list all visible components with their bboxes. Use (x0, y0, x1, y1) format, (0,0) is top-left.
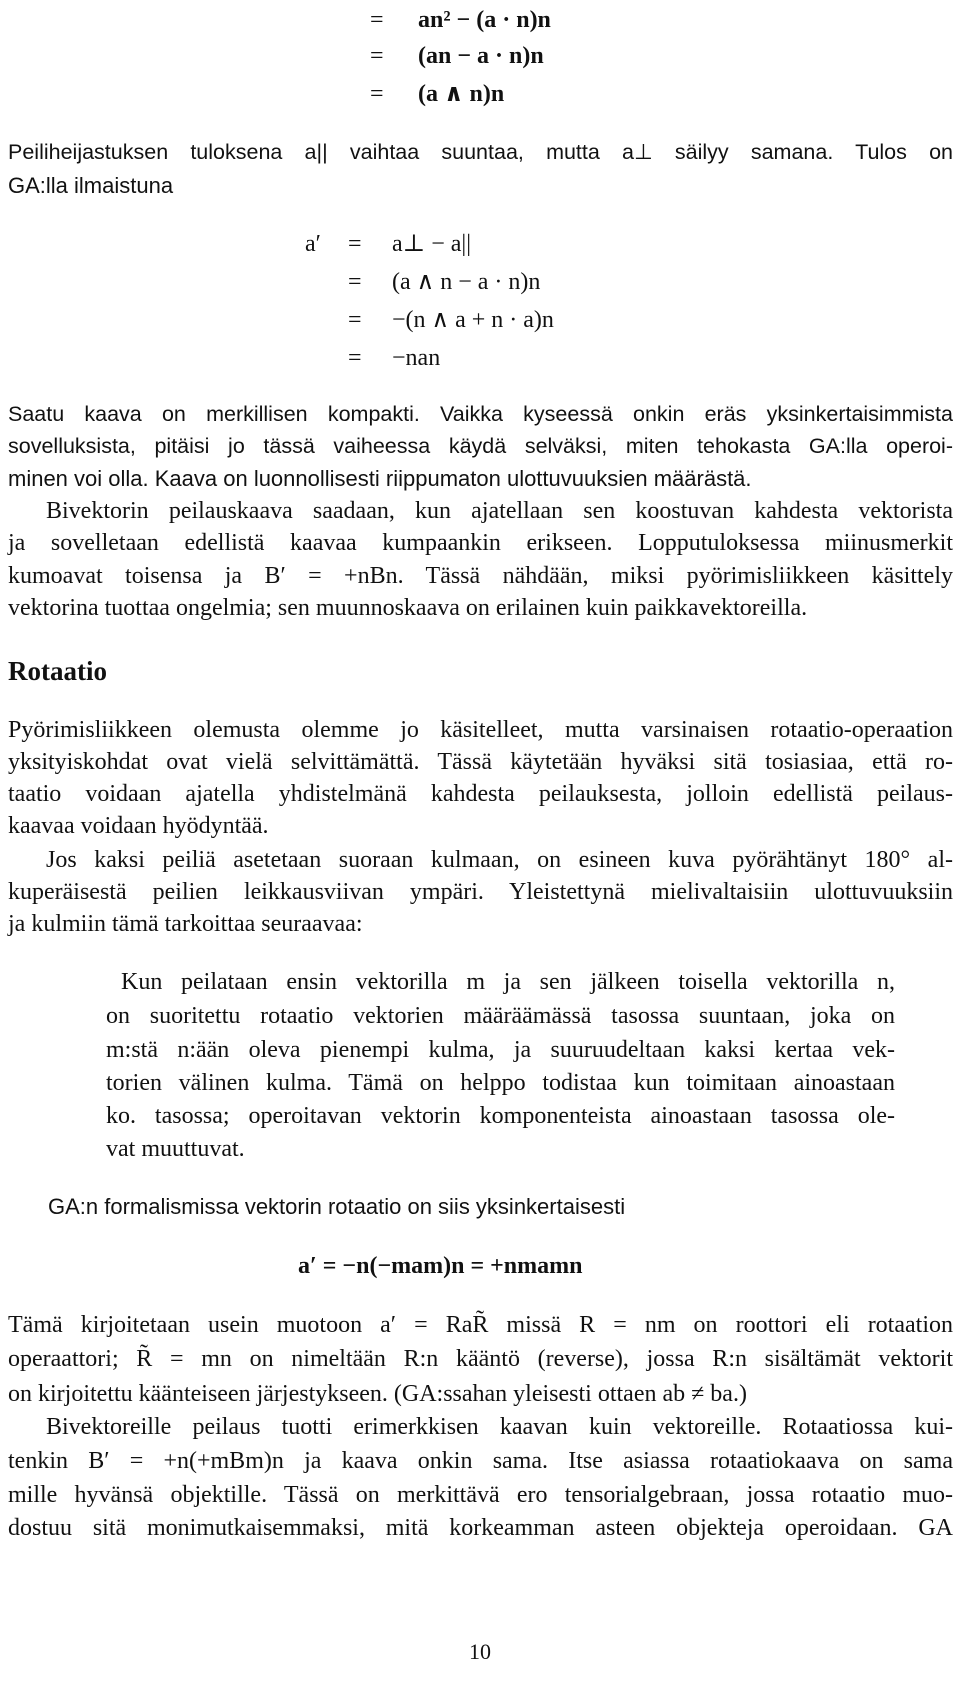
text-line: ja kulmiin tämä tarkoittaa seuraavaa: (8, 911, 363, 937)
text-line: sovelluksista, pitäisi jo tässä vaiheessa käydä selväksi, miten tehokasta GA:lla operoi- (8, 434, 953, 458)
text-line: kaavaa voidaan hyödyntää. (8, 813, 269, 839)
text-line: kumoavat toisensa ja B′ = +nBn. Tässä nähdään, miksi pyörimisliikkeen käsittely (8, 563, 953, 589)
quote-line: vat muuttuvat. (106, 1136, 245, 1162)
equation-row (348, 230, 472, 258)
equation-rhs: (an − a · n)n (418, 43, 544, 69)
text-line: ja sovelletaan edellistä kaavaa kumpaankin erikseen. Lopputuloksessa miinusmerkit (8, 530, 953, 556)
text-line: dostuu sitä monimutkaisemmaksi, mitä korkeamman asteen objekteja operoidaan. GA (8, 1515, 953, 1541)
equation-rhs: −(n ∧ a + n · a)n (392, 307, 554, 333)
equals-sign: = (348, 231, 362, 257)
page-number: 10 (469, 1639, 491, 1664)
text-line: yksityiskohdat ovat vielä selvittämättä. Tässä käytetään hyväksi sitä tosiasiaa, että ro- (8, 749, 953, 775)
equation-rhs: an² − (a · n)n (418, 7, 551, 33)
equation-rhs: a⊥ − a|| (392, 231, 472, 257)
equals-sign: = (348, 307, 362, 333)
equation-rhs: (a ∧ n − a · n)n (392, 269, 541, 295)
text-line: operaattori; R̃ = mn on nimeltään R:n kääntö (reverse), jossa R:n sisältämät vektorit (8, 1346, 953, 1372)
text-line: kuperäisestä peilien leikkausviivan ympäri. Yleistettynä mielivaltaisiin ulottuvuuksiin (8, 879, 953, 905)
equation-row (370, 42, 544, 70)
equation-row (348, 306, 554, 334)
quote-line: on suoritettu rotaatio vektorien määräämässä tasossa suuntaan, joka on (106, 1003, 895, 1029)
text-line: Bivektorin peilauskaava saadaan, kun ajatellaan sen koostuvan kahdesta vektorista (46, 498, 953, 524)
equation-row (348, 344, 441, 372)
text-line: taatio voidaan ajatella yhdistelmänä kahdesta peilauksesta, jolloin edellistä peilaus- (8, 781, 953, 807)
rotation-equation: a′ = −n(−mam)n = +nmamn (298, 1253, 583, 1279)
text-line: mille hyvänsä objektille. Tässä on merkittävä ero tensorialgebraan, jossa rotaatio muo- (8, 1482, 953, 1508)
quote-line: torien välinen kulma. Tämä on helppo todistaa kun toimitaan ainoastaan (106, 1070, 895, 1096)
text-line: Bivektoreille peilaus tuotti erimerkkisen kaavan kuin vektoreille. Rotaatiossa kui- (46, 1414, 953, 1440)
equation-rhs: (a ∧ n)n (418, 81, 505, 107)
quote-line: ko. tasossa; operoitavan vektorin komponenteista ainoastaan tasossa ole- (106, 1103, 895, 1129)
equals-sign: = (348, 345, 362, 371)
equals-sign: = (348, 269, 362, 295)
equation-rhs: −nan (392, 345, 441, 371)
section-heading: Rotaatio (8, 656, 107, 686)
quote-line: Kun peilataan ensin vektorilla m ja sen jälkeen toisella vektorilla n, (121, 969, 895, 995)
text-line: Pyörimisliikkeen olemusta olemme jo käsitelleet, mutta varsinaisen rotaatio-operaation (8, 717, 953, 743)
text-line: vektorina tuottaa ongelmia; sen muunnoskaava on erilainen kuin paikkavektoreilla. (8, 595, 808, 621)
text-line: on kirjoitettu käänteiseen järjestykseen. (GA:ssahan yleisesti ottaen ab ≠ ba.) (8, 1381, 747, 1407)
quote-line: m:stä n:ään oleva pienempi kulma, ja suuruudeltaan kaksi kertaa vek- (106, 1037, 895, 1063)
text-line: Peiliheijastuksen tuloksena a|| vaihtaa suuntaa, mutta a⊥ säilyy samana. Tulos on (8, 140, 953, 164)
equation-lhs: a′ (305, 231, 321, 257)
text-line: Tämä kirjoitetaan usein muotoon a′ = RaR̃ missä R = nm on roottori eli rotaation (8, 1312, 953, 1338)
equals-sign: = (370, 7, 384, 33)
text-line: minen voi olla. Kaava on luonnollisesti riippumaton ulottuvuuksien määrästä. (8, 466, 752, 491)
text-line: Saatu kaava on merkillisen kompakti. Vaikka kyseessä onkin eräs yksinkertaisimmista (8, 402, 953, 426)
equation-row (348, 268, 541, 296)
text-line: tenkin B′ = +n(+mBm)n ja kaava onkin sama. Itse asiassa rotaatiokaava on sama (8, 1448, 953, 1474)
equation-row (370, 6, 551, 34)
text-line: GA:n formalismissa vektorin rotaatio on siis yksinkertaisesti (48, 1194, 626, 1219)
equals-sign: = (370, 81, 384, 107)
equals-sign: = (370, 43, 384, 69)
text-line: Jos kaksi peiliä asetetaan suoraan kulmaan, on esineen kuva pyörähtänyt 180° al- (46, 847, 953, 873)
equation-row (370, 80, 505, 108)
text-line: GA:lla ilmaistuna (8, 173, 174, 198)
